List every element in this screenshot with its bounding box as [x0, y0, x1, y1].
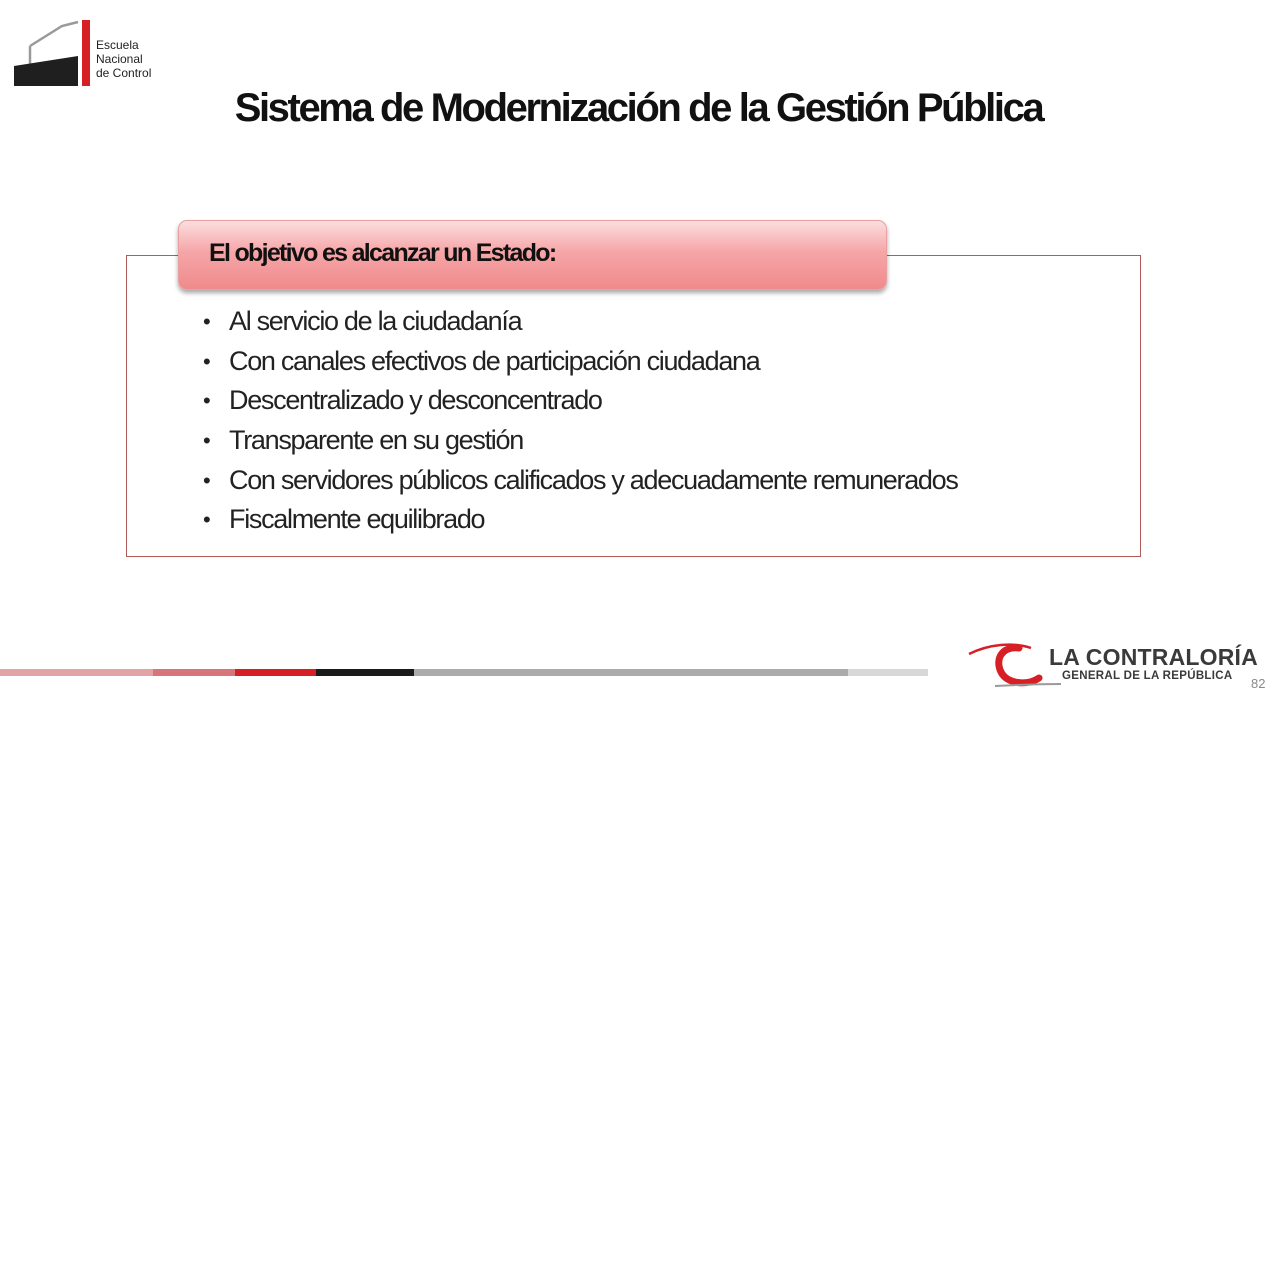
escuela-logo-line: de Control	[96, 66, 152, 80]
color-bar-segment	[316, 669, 414, 676]
list-item	[203, 461, 958, 501]
color-bar-segment	[848, 669, 928, 676]
bullet-icon: •	[203, 388, 211, 414]
bullet-icon: •	[203, 428, 211, 454]
list-item	[203, 342, 958, 382]
list-item-text: Al servicio de la ciudadanía	[229, 306, 522, 336]
list-item-text: Con servidores públicos calificados y adecuadamente remunerados	[229, 464, 958, 495]
list-item-text: Descentralizado y desconcentrado	[229, 385, 602, 416]
objective-header	[178, 220, 887, 290]
escuela-logo-line: Nacional	[96, 52, 143, 66]
list-item	[203, 421, 958, 461]
page-title: Sistema de Modernización de la Gestión Pública	[234, 86, 1043, 130]
footer-color-bar	[0, 669, 928, 676]
color-bar-segment	[153, 669, 235, 676]
escuela-building-icon	[12, 18, 96, 90]
page-number: 82	[1251, 676, 1266, 691]
objective-header-label: El objetivo es alcanzar un Estado:	[209, 239, 556, 267]
color-bar-segment	[235, 669, 316, 676]
objective-list	[203, 302, 958, 540]
color-bar-segment	[414, 669, 848, 676]
bullet-icon: •	[203, 309, 211, 334]
contraloria-logo	[965, 636, 1258, 692]
list-item-text: Transparente en su gestión	[229, 425, 523, 456]
list-item-text: Con canales efectivos de participación ciudadana	[229, 345, 760, 376]
list-item-text: Fiscalmente equilibrado	[229, 504, 485, 535]
contraloria-logo-line1: LA CONTRALORÍA	[1049, 644, 1258, 670]
contraloria-logo-line2: GENERAL DE LA REPÚBLICA	[1062, 670, 1233, 682]
bullet-icon: •	[203, 467, 211, 493]
escuela-logo-line: Escuela	[96, 38, 139, 52]
bullet-icon: •	[203, 507, 211, 533]
bullet-icon: •	[203, 348, 211, 374]
escuela-nacional-logo	[12, 18, 172, 90]
escuela-logo-text	[96, 38, 151, 80]
color-bar-segment	[0, 669, 153, 676]
list-item	[203, 302, 958, 342]
list-item	[203, 500, 958, 540]
list-item	[203, 381, 958, 421]
